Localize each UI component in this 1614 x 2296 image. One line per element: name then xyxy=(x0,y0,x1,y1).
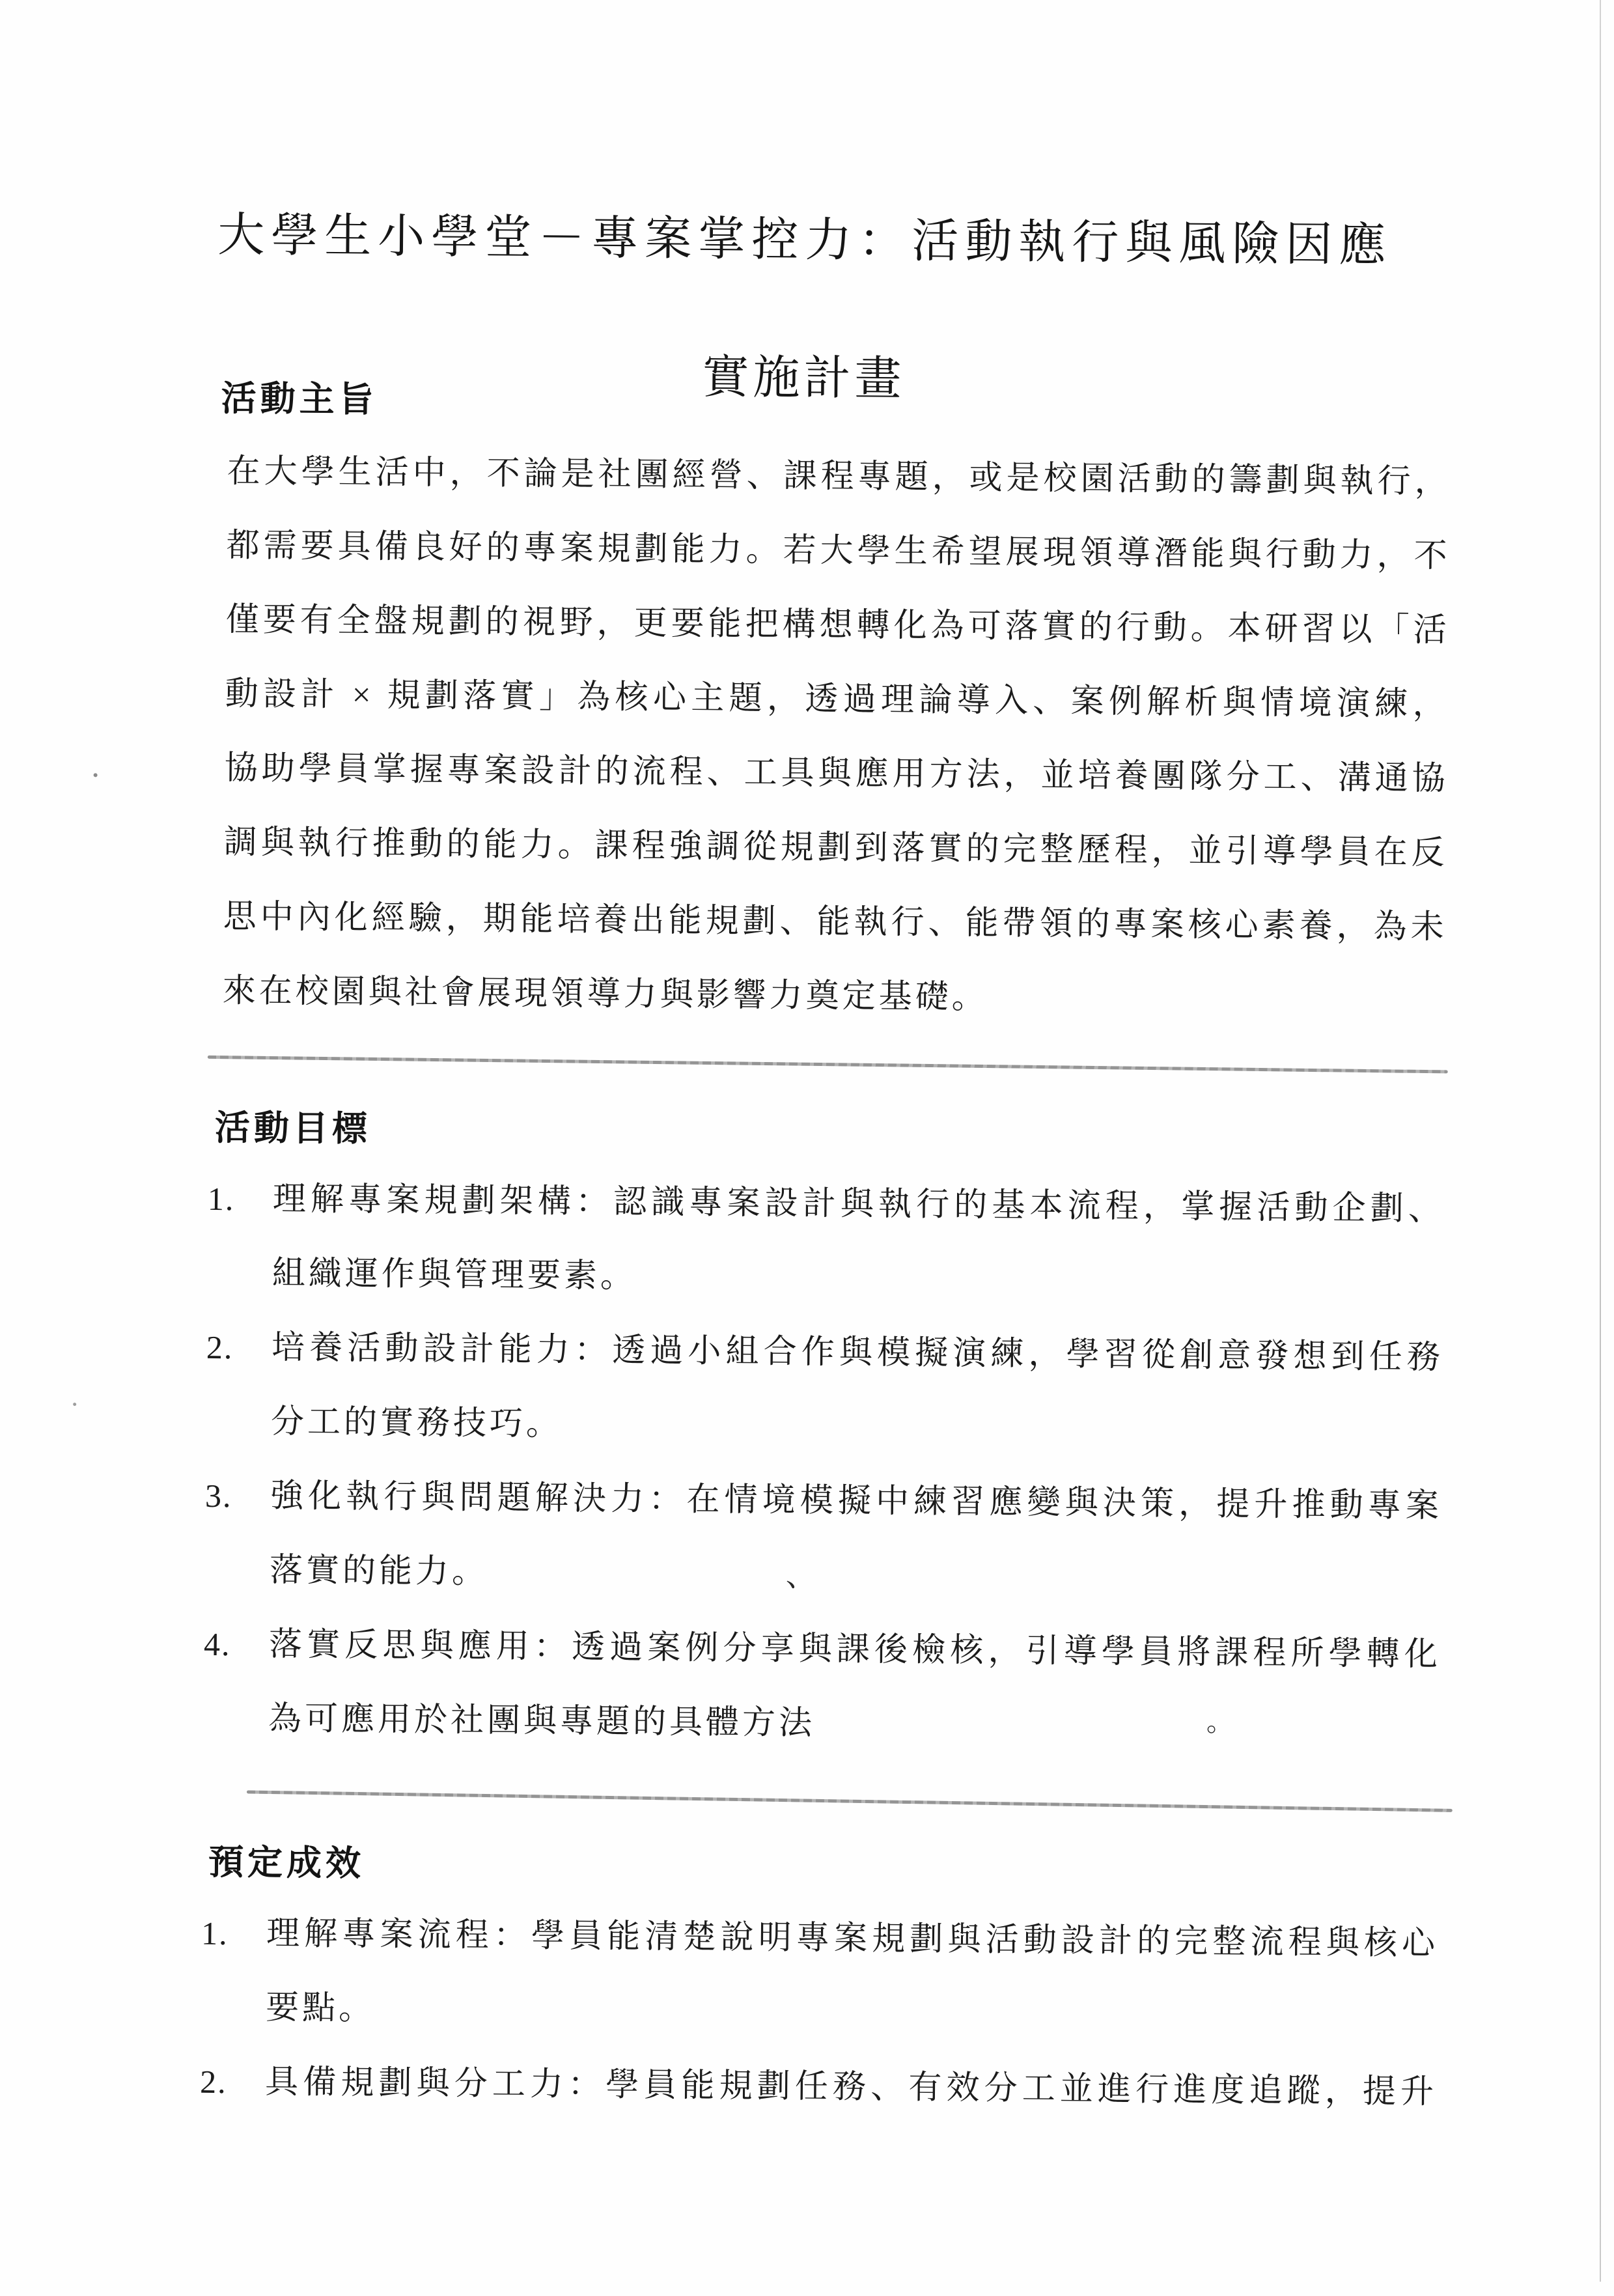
purpose-paragraph-line: 都需要具備良好的專案規劃能力。若大學生希望展現領導潛能與行動力，不 xyxy=(226,527,1451,575)
section-heading-goals: 活動目標 xyxy=(214,1108,372,1149)
list-item xyxy=(205,1310,1443,1470)
section-divider xyxy=(247,1790,1453,1812)
list-item xyxy=(206,1162,1445,1321)
list-item-number: 2. xyxy=(206,1328,234,1366)
list-item-text: 分工的實務技巧。 xyxy=(270,1403,563,1443)
list-item-text: 理解專案規劃架構：認識專案設計與執行的基本流程，掌握活動企劃、 xyxy=(272,1181,1445,1228)
list-item-number: 1. xyxy=(207,1180,235,1218)
list-item-text: 理解專案流程：學員能清楚說明專案規劃與活動設計的完整流程與核心 xyxy=(266,1915,1439,1963)
section-heading-outcomes: 預定成效 xyxy=(208,1842,365,1883)
purpose-paragraph-line: 來在校園與社會展現領導力與影響力奠定基礎。 xyxy=(222,973,988,1016)
purpose-paragraph xyxy=(222,434,1451,1039)
section-heading-purpose: 活動主旨 xyxy=(221,378,378,420)
list-item xyxy=(204,1459,1442,1618)
list-item-number: 1. xyxy=(201,1914,229,1952)
list-item-text: 落實的能力。 xyxy=(269,1552,489,1591)
scan-edge-line xyxy=(1600,0,1601,2282)
outcomes-list xyxy=(200,1896,1439,2130)
list-item-number: 2. xyxy=(199,2063,227,2101)
scan-speck-period: 。 xyxy=(1206,1707,1234,1738)
purpose-paragraph-line: 動設計 × 規劃落實」為核心主題，透過理論導入、案例解析與情境演練， xyxy=(225,676,1449,723)
scan-speck-dot xyxy=(94,773,98,777)
list-item-text: 培養活動設計能力：透過小組合作與模擬演練，學習從創意發想到任務 xyxy=(271,1329,1444,1377)
section-divider xyxy=(208,1056,1448,1074)
list-item-text: 強化執行與問題解決力：在情境模擬中練習應變與決策，提升推動專案 xyxy=(270,1477,1443,1525)
document-title-line-1: 大學生小學堂－專案掌控力：活動執行與風險因應 xyxy=(217,208,1393,272)
purpose-paragraph-line: 協助學員掌握專案設計的流程、工具與應用方法，並培養團隊分工、溝通協 xyxy=(224,750,1449,798)
list-item-text: 組織運作與管理要素。 xyxy=(271,1255,637,1295)
purpose-paragraph-line: 調與執行推動的能力。課程強調從規劃到落實的完整歷程，並引導學員在反 xyxy=(223,824,1448,872)
list-item-text: 具備規劃與分工力：學員能規劃任務、有效分工並進行進度追蹤，提升 xyxy=(264,2064,1438,2111)
list-item xyxy=(201,1896,1439,2056)
list-item-text: 為可應用於社團與專題的具體方法 xyxy=(268,1700,816,1743)
list-item xyxy=(202,1607,1441,1767)
list-item-number: 3. xyxy=(204,1477,232,1515)
purpose-paragraph-line: 在大學生活中，不論是社團經營、課程專題，或是校園活動的籌劃與執行， xyxy=(227,453,1451,501)
goals-list xyxy=(202,1162,1445,1767)
list-item-text: 落實反思與應用：透過案例分享與課後檢核，引導學員將課程所學轉化 xyxy=(268,1626,1441,1673)
list-item-number: 4. xyxy=(203,1625,231,1663)
list-item-text: 要點。 xyxy=(265,1989,376,2028)
purpose-paragraph-line: 思中內化經驗，期能培養出能規劃、能執行、能帶領的專案核心素養，為未 xyxy=(223,899,1447,946)
document-title-line-2: 實施計畫 xyxy=(702,351,906,406)
scan-speck-dot xyxy=(73,1403,76,1406)
purpose-paragraph-line: 僅要有全盤規劃的視野，更要能把構想轉化為可落實的行動。本研習以「活 xyxy=(225,602,1450,649)
list-item xyxy=(200,2045,1438,2130)
scan-speck-comma: 、 xyxy=(785,1559,816,1593)
